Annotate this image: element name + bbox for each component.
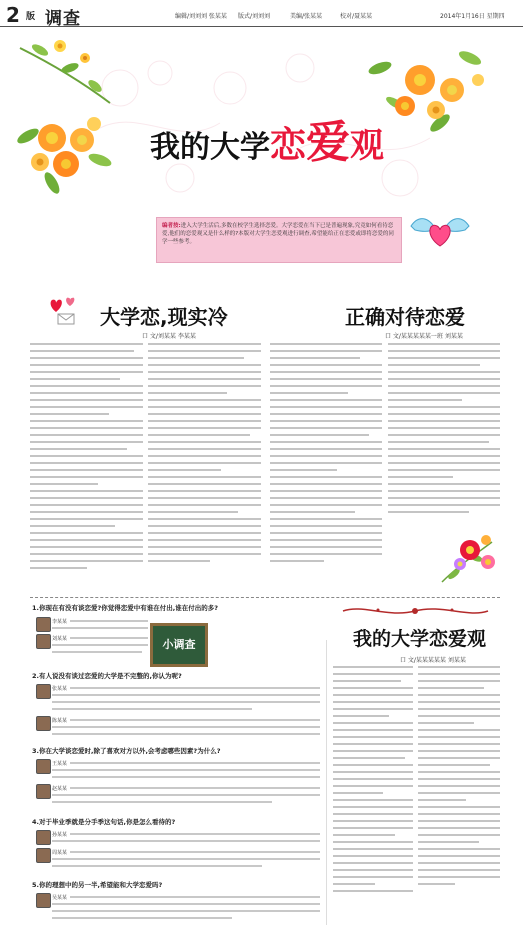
avatar: [36, 784, 51, 799]
respondent-name: 李某某: [52, 619, 68, 625]
respondent-name: 王某某: [52, 761, 68, 767]
respondent-name: 赵某某: [52, 786, 68, 792]
avatar: [36, 848, 51, 863]
avatar: [36, 684, 51, 699]
design-credit: 美编/张某某: [290, 13, 323, 20]
respondent-name: 吴某某: [52, 895, 68, 901]
column-divider: [326, 640, 327, 925]
left-article-col2: [148, 343, 261, 598]
avatar: [36, 830, 51, 845]
proofread-credit: 校对/聂某某: [340, 13, 373, 20]
bottom-article-col1: [333, 666, 413, 924]
avatar: [36, 617, 51, 632]
answer-line: [52, 865, 262, 867]
respondent-name: 周某某: [52, 850, 68, 856]
bottom-article-byline: 口 文/某某某某某 刘某某: [400, 657, 466, 664]
avatar: [36, 716, 51, 731]
editor-note-label: 编者按:: [162, 223, 181, 229]
editor-note-text: 进入大学生活后,多数在校学生选择恋爱。大学恋爱在当下已是普遍现象,究竟如何看待恋爱,他们的恋爱观又是什么样的?本版对大学生恋爱观进行调查,希望能给正在恋爱或即将恋爱的同学一些参考。: [162, 223, 394, 245]
answer-line: [70, 833, 320, 835]
answer-line: [52, 903, 320, 905]
survey-question-2: 2.有人说没有谈过恋爱的大学是不完整的,你认为呢?: [32, 672, 182, 680]
respondent-name: 刘某某: [52, 636, 68, 642]
editor-note: [162, 222, 394, 246]
answer-line: [52, 627, 148, 629]
main-title-part2: 恋: [270, 124, 307, 166]
respondent-name: 孙某某: [52, 832, 68, 838]
flower-cluster-left: [15, 117, 113, 196]
answer-line: [52, 917, 232, 919]
survey-question-1: 1.你现在有没有谈恋爱?你觉得恋爱中有谁在付出,谁在付出的多?: [32, 604, 219, 612]
right-article-title: 正确对待恋爱: [345, 305, 465, 329]
main-title-part4: 观: [350, 126, 385, 166]
hearts-icon: [44, 290, 84, 330]
answer-line: [70, 620, 148, 622]
answer-line: [52, 733, 320, 735]
answer-line: [70, 762, 320, 764]
survey-question-5: 5.你的理想中的另一半,希望能和大学恋爱吗?: [32, 881, 163, 889]
right-article-col2: [388, 343, 500, 543]
respondent-name: 张某某: [52, 686, 68, 692]
survey-question-4: 4.对于毕业季就是分手季这句话,你是怎么看待的?: [32, 818, 176, 826]
right-article-byline: 口 文/某某某某某一班 刘某某: [385, 333, 463, 340]
answer-line: [52, 708, 252, 710]
bottom-article-col2: [418, 666, 500, 924]
avatar: [36, 759, 51, 774]
avatar: [36, 893, 51, 908]
flower-cluster-top-left: [20, 40, 110, 103]
section-divider: [30, 597, 500, 598]
answer-line: [70, 687, 320, 689]
survey-question-3: 3.你在大学谈恋爱时,除了喜欢对方以外,会考虑哪些因素?为什么?: [32, 747, 221, 755]
ornament-divider: [338, 602, 493, 620]
answer-line: [52, 801, 272, 803]
left-article-byline: 口 文/刘某某 李某某: [142, 333, 196, 340]
left-article-title: 大学恋,现实冷: [100, 305, 228, 329]
editor-credit: 编辑/刘刘刘 张某某: [175, 13, 227, 20]
flower-cluster-right: [432, 522, 502, 592]
answer-line: [52, 769, 320, 771]
bottom-article-title: 我的大学恋爱观: [353, 628, 487, 650]
survey-badge-label: 小调查: [162, 638, 196, 651]
section-name: 调查: [45, 9, 81, 29]
main-title: [150, 106, 384, 170]
answer-line: [52, 726, 320, 728]
answer-line: [52, 910, 320, 912]
answer-line: [70, 637, 148, 639]
answer-line: [70, 787, 320, 789]
answer-line: [70, 896, 320, 898]
right-article-col1: [270, 343, 382, 593]
answer-line: [52, 794, 320, 796]
answer-line: [70, 851, 320, 853]
answer-line: [52, 694, 320, 696]
answer-line: [52, 858, 320, 860]
answer-line: [52, 701, 320, 703]
main-title-part3: 爱: [306, 117, 351, 168]
answer-line: [52, 651, 142, 653]
answer-line: [52, 840, 320, 842]
flower-cluster-top-right: [367, 48, 484, 134]
main-title-part1: 我的大学: [150, 130, 270, 165]
answer-line: [52, 644, 148, 646]
layout-credit: 版式/刘刘刘: [238, 13, 271, 20]
issue-date: 2014年1月16日 星期四: [440, 13, 505, 20]
respondent-name: 陈某某: [52, 718, 68, 724]
page-label: 版: [26, 12, 36, 22]
left-article-col1: [30, 343, 143, 598]
answer-line: [52, 776, 320, 778]
winged-heart-icon: [405, 208, 475, 258]
answer-line: [70, 719, 320, 721]
avatar: [36, 634, 51, 649]
page-number: 2: [6, 3, 20, 27]
